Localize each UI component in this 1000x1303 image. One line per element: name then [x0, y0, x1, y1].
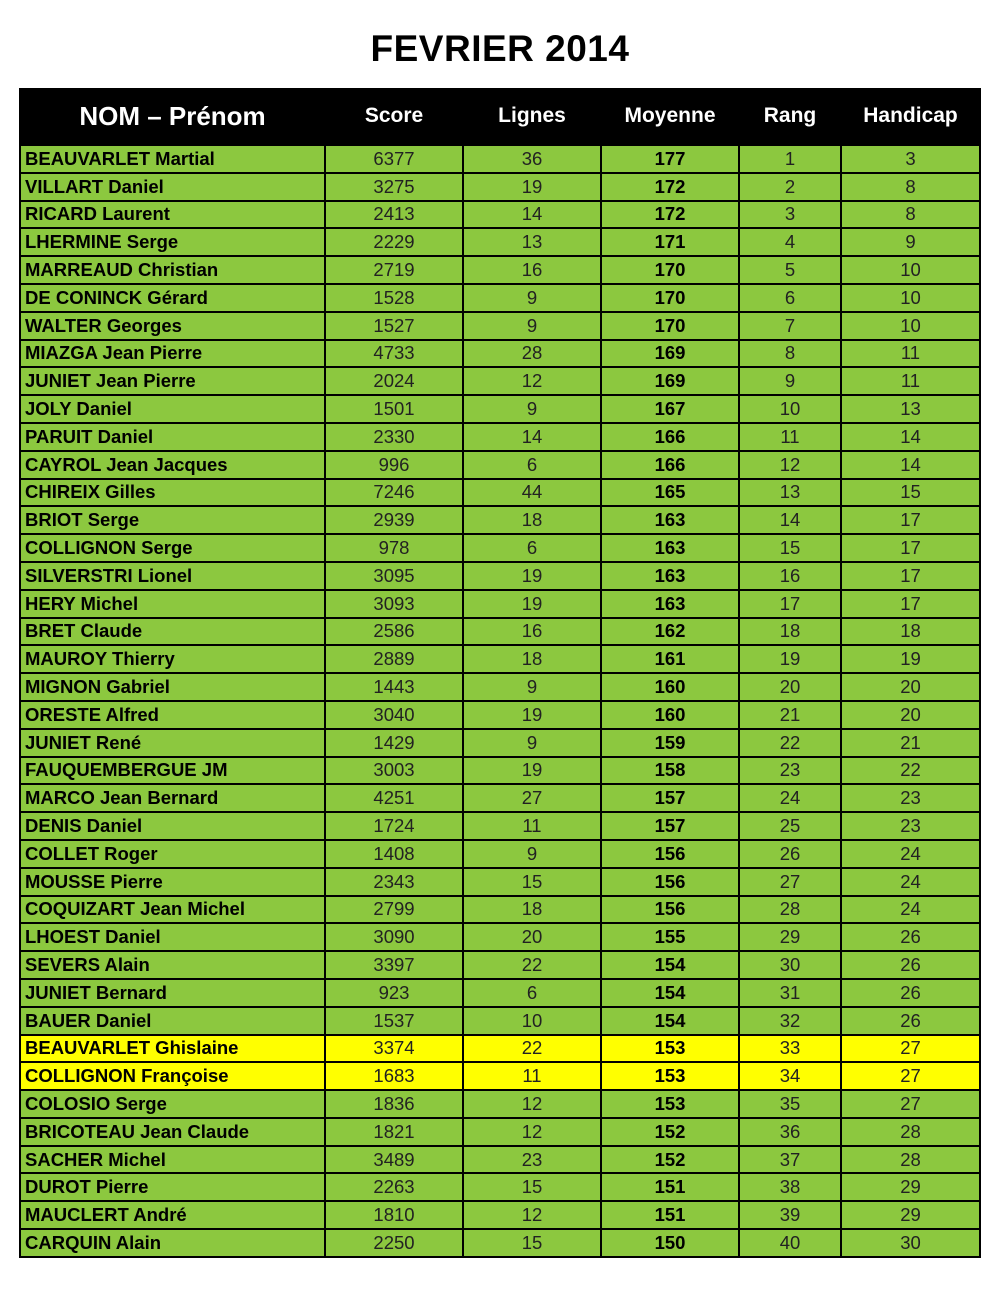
cell-lignes: 12	[463, 367, 601, 395]
cell-moyenne: 152	[601, 1118, 739, 1146]
cell-lignes: 22	[463, 951, 601, 979]
cell-rang: 9	[739, 367, 841, 395]
cell-handicap: 14	[841, 451, 980, 479]
cell-moyenne: 156	[601, 840, 739, 868]
cell-name: MIAZGA Jean Pierre	[20, 340, 325, 368]
table-row	[20, 228, 980, 256]
cell-handicap: 11	[841, 340, 980, 368]
cell-score: 1537	[325, 1007, 463, 1035]
cell-handicap: 26	[841, 979, 980, 1007]
cell-name: WALTER Georges	[20, 312, 325, 340]
cell-rang: 7	[739, 312, 841, 340]
cell-lignes: 23	[463, 1146, 601, 1174]
cell-lignes: 12	[463, 1118, 601, 1146]
cell-name: SEVERS Alain	[20, 951, 325, 979]
cell-handicap: 17	[841, 562, 980, 590]
cell-rang: 4	[739, 228, 841, 256]
cell-moyenne: 169	[601, 340, 739, 368]
cell-lignes: 9	[463, 729, 601, 757]
cell-name: FAUQUEMBERGUE JM	[20, 757, 325, 785]
table-row	[20, 645, 980, 673]
cell-moyenne: 166	[601, 423, 739, 451]
cell-score: 1501	[325, 395, 463, 423]
cell-name: COLLIGNON Serge	[20, 534, 325, 562]
cell-score: 6377	[325, 144, 463, 173]
cell-lignes: 18	[463, 506, 601, 534]
cell-moyenne: 158	[601, 757, 739, 785]
table-row	[20, 1062, 980, 1090]
cell-score: 3090	[325, 923, 463, 951]
table-row	[20, 451, 980, 479]
table-row	[20, 590, 980, 618]
table-row	[20, 1007, 980, 1035]
cell-lignes: 19	[463, 562, 601, 590]
header-row	[20, 89, 980, 144]
cell-name: CAYROL Jean Jacques	[20, 451, 325, 479]
cell-handicap: 13	[841, 395, 980, 423]
cell-score: 1821	[325, 1118, 463, 1146]
page-title: FEVRIER 2014	[370, 28, 630, 69]
cell-rang: 8	[739, 340, 841, 368]
cell-handicap: 10	[841, 284, 980, 312]
cell-rang: 12	[739, 451, 841, 479]
cell-moyenne: 153	[601, 1090, 739, 1118]
cell-handicap: 29	[841, 1173, 980, 1201]
cell-moyenne: 151	[601, 1201, 739, 1229]
cell-name: MAUROY Thierry	[20, 645, 325, 673]
cell-name: DENIS Daniel	[20, 812, 325, 840]
cell-score: 1527	[325, 312, 463, 340]
cell-handicap: 17	[841, 506, 980, 534]
cell-lignes: 13	[463, 228, 601, 256]
cell-rang: 31	[739, 979, 841, 1007]
cell-name: RICARD Laurent	[20, 201, 325, 229]
cell-name: SILVERSTRI Lionel	[20, 562, 325, 590]
cell-moyenne: 163	[601, 562, 739, 590]
cell-lignes: 15	[463, 1229, 601, 1257]
cell-handicap: 27	[841, 1035, 980, 1063]
cell-lignes: 18	[463, 896, 601, 924]
cell-name: JUNIET Bernard	[20, 979, 325, 1007]
cell-lignes: 9	[463, 395, 601, 423]
table-row	[20, 868, 980, 896]
table-row	[20, 144, 980, 173]
cell-score: 3397	[325, 951, 463, 979]
cell-rang: 19	[739, 645, 841, 673]
cell-score: 1683	[325, 1062, 463, 1090]
table-body	[20, 144, 980, 1257]
cell-moyenne: 165	[601, 479, 739, 507]
cell-moyenne: 170	[601, 284, 739, 312]
cell-lignes: 10	[463, 1007, 601, 1035]
cell-rang: 10	[739, 395, 841, 423]
table-row	[20, 395, 980, 423]
cell-rang: 23	[739, 757, 841, 785]
cell-score: 2939	[325, 506, 463, 534]
cell-lignes: 18	[463, 645, 601, 673]
header-score: Score	[325, 89, 463, 144]
cell-handicap: 28	[841, 1146, 980, 1174]
cell-moyenne: 152	[601, 1146, 739, 1174]
cell-moyenne: 170	[601, 312, 739, 340]
cell-moyenne: 157	[601, 812, 739, 840]
cell-lignes: 14	[463, 423, 601, 451]
cell-handicap: 30	[841, 1229, 980, 1257]
table-row	[20, 479, 980, 507]
cell-rang: 35	[739, 1090, 841, 1118]
cell-lignes: 9	[463, 284, 601, 312]
cell-handicap: 24	[841, 896, 980, 924]
cell-moyenne: 154	[601, 979, 739, 1007]
table-row	[20, 367, 980, 395]
cell-name: SACHER Michel	[20, 1146, 325, 1174]
cell-handicap: 20	[841, 673, 980, 701]
cell-handicap: 27	[841, 1090, 980, 1118]
table-row	[20, 1201, 980, 1229]
table-row	[20, 840, 980, 868]
cell-handicap: 22	[841, 757, 980, 785]
cell-moyenne: 172	[601, 201, 739, 229]
cell-name: BEAUVARLET Ghislaine	[20, 1035, 325, 1063]
cell-moyenne: 163	[601, 590, 739, 618]
cell-moyenne: 162	[601, 618, 739, 646]
cell-rang: 36	[739, 1118, 841, 1146]
cell-lignes: 15	[463, 1173, 601, 1201]
cell-moyenne: 153	[601, 1062, 739, 1090]
cell-name: MARCO Jean Bernard	[20, 784, 325, 812]
cell-score: 2889	[325, 645, 463, 673]
header-handicap: Handicap	[841, 89, 980, 144]
table-row	[20, 1146, 980, 1174]
table-row	[20, 256, 980, 284]
cell-handicap: 10	[841, 312, 980, 340]
cell-rang: 6	[739, 284, 841, 312]
cell-score: 2229	[325, 228, 463, 256]
table-row	[20, 812, 980, 840]
cell-handicap: 29	[841, 1201, 980, 1229]
cell-rang: 37	[739, 1146, 841, 1174]
standings-table	[19, 88, 981, 1258]
cell-score: 1528	[325, 284, 463, 312]
cell-handicap: 17	[841, 590, 980, 618]
cell-moyenne: 177	[601, 144, 739, 173]
cell-rang: 11	[739, 423, 841, 451]
cell-lignes: 27	[463, 784, 601, 812]
table-row	[20, 1035, 980, 1063]
cell-moyenne: 156	[601, 868, 739, 896]
cell-score: 3093	[325, 590, 463, 618]
cell-name: LHERMINE Serge	[20, 228, 325, 256]
cell-handicap: 8	[841, 201, 980, 229]
table-row	[20, 923, 980, 951]
table-row	[20, 784, 980, 812]
cell-rang: 34	[739, 1062, 841, 1090]
cell-name: CARQUIN Alain	[20, 1229, 325, 1257]
cell-moyenne: 170	[601, 256, 739, 284]
cell-name: COLLET Roger	[20, 840, 325, 868]
cell-score: 2413	[325, 201, 463, 229]
cell-lignes: 20	[463, 923, 601, 951]
cell-lignes: 9	[463, 312, 601, 340]
cell-score: 1836	[325, 1090, 463, 1118]
cell-score: 3040	[325, 701, 463, 729]
table-row	[20, 896, 980, 924]
cell-score: 2330	[325, 423, 463, 451]
cell-moyenne: 154	[601, 951, 739, 979]
cell-lignes: 36	[463, 144, 601, 173]
table-row	[20, 284, 980, 312]
table-row	[20, 506, 980, 534]
table-row	[20, 951, 980, 979]
cell-moyenne: 166	[601, 451, 739, 479]
cell-lignes: 19	[463, 757, 601, 785]
cell-lignes: 6	[463, 534, 601, 562]
cell-name: BEAUVARLET Martial	[20, 144, 325, 173]
cell-score: 923	[325, 979, 463, 1007]
table-row	[20, 729, 980, 757]
cell-name: MAUCLERT André	[20, 1201, 325, 1229]
cell-handicap: 19	[841, 645, 980, 673]
cell-rang: 5	[739, 256, 841, 284]
cell-handicap: 21	[841, 729, 980, 757]
cell-rang: 15	[739, 534, 841, 562]
header-moyenne: Moyenne	[601, 89, 739, 144]
cell-rang: 22	[739, 729, 841, 757]
cell-rang: 13	[739, 479, 841, 507]
cell-score: 3003	[325, 757, 463, 785]
cell-moyenne: 156	[601, 896, 739, 924]
cell-name: MARREAUD Christian	[20, 256, 325, 284]
cell-score: 3275	[325, 173, 463, 201]
header-lignes: Lignes	[463, 89, 601, 144]
cell-moyenne: 160	[601, 673, 739, 701]
cell-rang: 1	[739, 144, 841, 173]
cell-score: 4733	[325, 340, 463, 368]
cell-rang: 32	[739, 1007, 841, 1035]
cell-lignes: 11	[463, 1062, 601, 1090]
cell-handicap: 26	[841, 951, 980, 979]
table-row	[20, 1090, 980, 1118]
cell-lignes: 9	[463, 673, 601, 701]
cell-moyenne: 167	[601, 395, 739, 423]
cell-score: 1810	[325, 1201, 463, 1229]
cell-moyenne: 154	[601, 1007, 739, 1035]
cell-lignes: 19	[463, 590, 601, 618]
cell-score: 2719	[325, 256, 463, 284]
header-rang: Rang	[739, 89, 841, 144]
cell-name: CHIREIX Gilles	[20, 479, 325, 507]
cell-score: 7246	[325, 479, 463, 507]
cell-lignes: 12	[463, 1090, 601, 1118]
cell-lignes: 6	[463, 979, 601, 1007]
cell-handicap: 27	[841, 1062, 980, 1090]
table-row	[20, 534, 980, 562]
table-row	[20, 979, 980, 1007]
cell-name: COQUIZART Jean Michel	[20, 896, 325, 924]
cell-rang: 28	[739, 896, 841, 924]
cell-rang: 30	[739, 951, 841, 979]
cell-name: JOLY Daniel	[20, 395, 325, 423]
cell-score: 996	[325, 451, 463, 479]
cell-handicap: 9	[841, 228, 980, 256]
cell-rang: 17	[739, 590, 841, 618]
cell-handicap: 14	[841, 423, 980, 451]
cell-moyenne: 151	[601, 1173, 739, 1201]
cell-handicap: 24	[841, 868, 980, 896]
cell-lignes: 28	[463, 340, 601, 368]
cell-name: MIGNON Gabriel	[20, 673, 325, 701]
cell-rang: 40	[739, 1229, 841, 1257]
table-header	[20, 89, 980, 144]
cell-moyenne: 171	[601, 228, 739, 256]
cell-name: VILLART Daniel	[20, 173, 325, 201]
cell-score: 2586	[325, 618, 463, 646]
table-row	[20, 673, 980, 701]
cell-score: 2343	[325, 868, 463, 896]
table-row	[20, 1173, 980, 1201]
table-row	[20, 340, 980, 368]
cell-name: MOUSSE Pierre	[20, 868, 325, 896]
cell-score: 2250	[325, 1229, 463, 1257]
cell-rang: 26	[739, 840, 841, 868]
cell-name: BRICOTEAU Jean Claude	[20, 1118, 325, 1146]
cell-handicap: 26	[841, 1007, 980, 1035]
cell-name: HERY Michel	[20, 590, 325, 618]
cell-rang: 24	[739, 784, 841, 812]
cell-name: JUNIET René	[20, 729, 325, 757]
cell-moyenne: 161	[601, 645, 739, 673]
cell-lignes: 6	[463, 451, 601, 479]
cell-handicap: 17	[841, 534, 980, 562]
cell-name: PARUIT Daniel	[20, 423, 325, 451]
cell-handicap: 28	[841, 1118, 980, 1146]
table-row	[20, 1118, 980, 1146]
cell-score: 2263	[325, 1173, 463, 1201]
cell-lignes: 12	[463, 1201, 601, 1229]
cell-name: DE CONINCK Gérard	[20, 284, 325, 312]
table-row	[20, 757, 980, 785]
cell-moyenne: 159	[601, 729, 739, 757]
table-row	[20, 423, 980, 451]
cell-handicap: 23	[841, 784, 980, 812]
cell-rang: 20	[739, 673, 841, 701]
cell-rang: 38	[739, 1173, 841, 1201]
cell-handicap: 23	[841, 812, 980, 840]
cell-moyenne: 150	[601, 1229, 739, 1257]
cell-moyenne: 155	[601, 923, 739, 951]
cell-handicap: 11	[841, 367, 980, 395]
cell-lignes: 16	[463, 256, 601, 284]
cell-rang: 14	[739, 506, 841, 534]
table-row	[20, 562, 980, 590]
cell-lignes: 19	[463, 173, 601, 201]
cell-lignes: 19	[463, 701, 601, 729]
cell-rang: 3	[739, 201, 841, 229]
table-row	[20, 201, 980, 229]
cell-rang: 29	[739, 923, 841, 951]
cell-name: BAUER Daniel	[20, 1007, 325, 1035]
cell-handicap: 20	[841, 701, 980, 729]
cell-handicap: 26	[841, 923, 980, 951]
cell-name: BRIOT Serge	[20, 506, 325, 534]
cell-score: 3095	[325, 562, 463, 590]
cell-name: COLOSIO Serge	[20, 1090, 325, 1118]
cell-score: 1408	[325, 840, 463, 868]
cell-moyenne: 157	[601, 784, 739, 812]
cell-name: COLLIGNON Françoise	[20, 1062, 325, 1090]
cell-handicap: 10	[841, 256, 980, 284]
cell-name: LHOEST Daniel	[20, 923, 325, 951]
cell-rang: 27	[739, 868, 841, 896]
cell-handicap: 15	[841, 479, 980, 507]
cell-handicap: 8	[841, 173, 980, 201]
cell-handicap: 18	[841, 618, 980, 646]
cell-name: BRET Claude	[20, 618, 325, 646]
cell-handicap: 24	[841, 840, 980, 868]
cell-score: 978	[325, 534, 463, 562]
cell-handicap: 3	[841, 144, 980, 173]
cell-score: 3489	[325, 1146, 463, 1174]
cell-score: 4251	[325, 784, 463, 812]
cell-rang: 16	[739, 562, 841, 590]
table-row	[20, 312, 980, 340]
cell-score: 1429	[325, 729, 463, 757]
cell-name: ORESTE Alfred	[20, 701, 325, 729]
cell-moyenne: 160	[601, 701, 739, 729]
cell-moyenne: 163	[601, 534, 739, 562]
cell-rang: 39	[739, 1201, 841, 1229]
cell-lignes: 22	[463, 1035, 601, 1063]
cell-lignes: 16	[463, 618, 601, 646]
cell-lignes: 9	[463, 840, 601, 868]
cell-moyenne: 153	[601, 1035, 739, 1063]
cell-name: JUNIET Jean Pierre	[20, 367, 325, 395]
cell-lignes: 44	[463, 479, 601, 507]
cell-rang: 18	[739, 618, 841, 646]
cell-score: 2024	[325, 367, 463, 395]
table-row	[20, 173, 980, 201]
cell-rang: 25	[739, 812, 841, 840]
cell-name: DUROT Pierre	[20, 1173, 325, 1201]
cell-moyenne: 172	[601, 173, 739, 201]
cell-moyenne: 169	[601, 367, 739, 395]
cell-score: 3374	[325, 1035, 463, 1063]
cell-rang: 21	[739, 701, 841, 729]
cell-rang: 2	[739, 173, 841, 201]
table-row	[20, 701, 980, 729]
cell-score: 1443	[325, 673, 463, 701]
cell-score: 2799	[325, 896, 463, 924]
cell-score: 1724	[325, 812, 463, 840]
table-row	[20, 1229, 980, 1257]
cell-lignes: 11	[463, 812, 601, 840]
cell-moyenne: 163	[601, 506, 739, 534]
header-name: NOM – Prénom	[20, 89, 325, 144]
table-row	[20, 618, 980, 646]
cell-rang: 33	[739, 1035, 841, 1063]
cell-lignes: 15	[463, 868, 601, 896]
cell-lignes: 14	[463, 201, 601, 229]
